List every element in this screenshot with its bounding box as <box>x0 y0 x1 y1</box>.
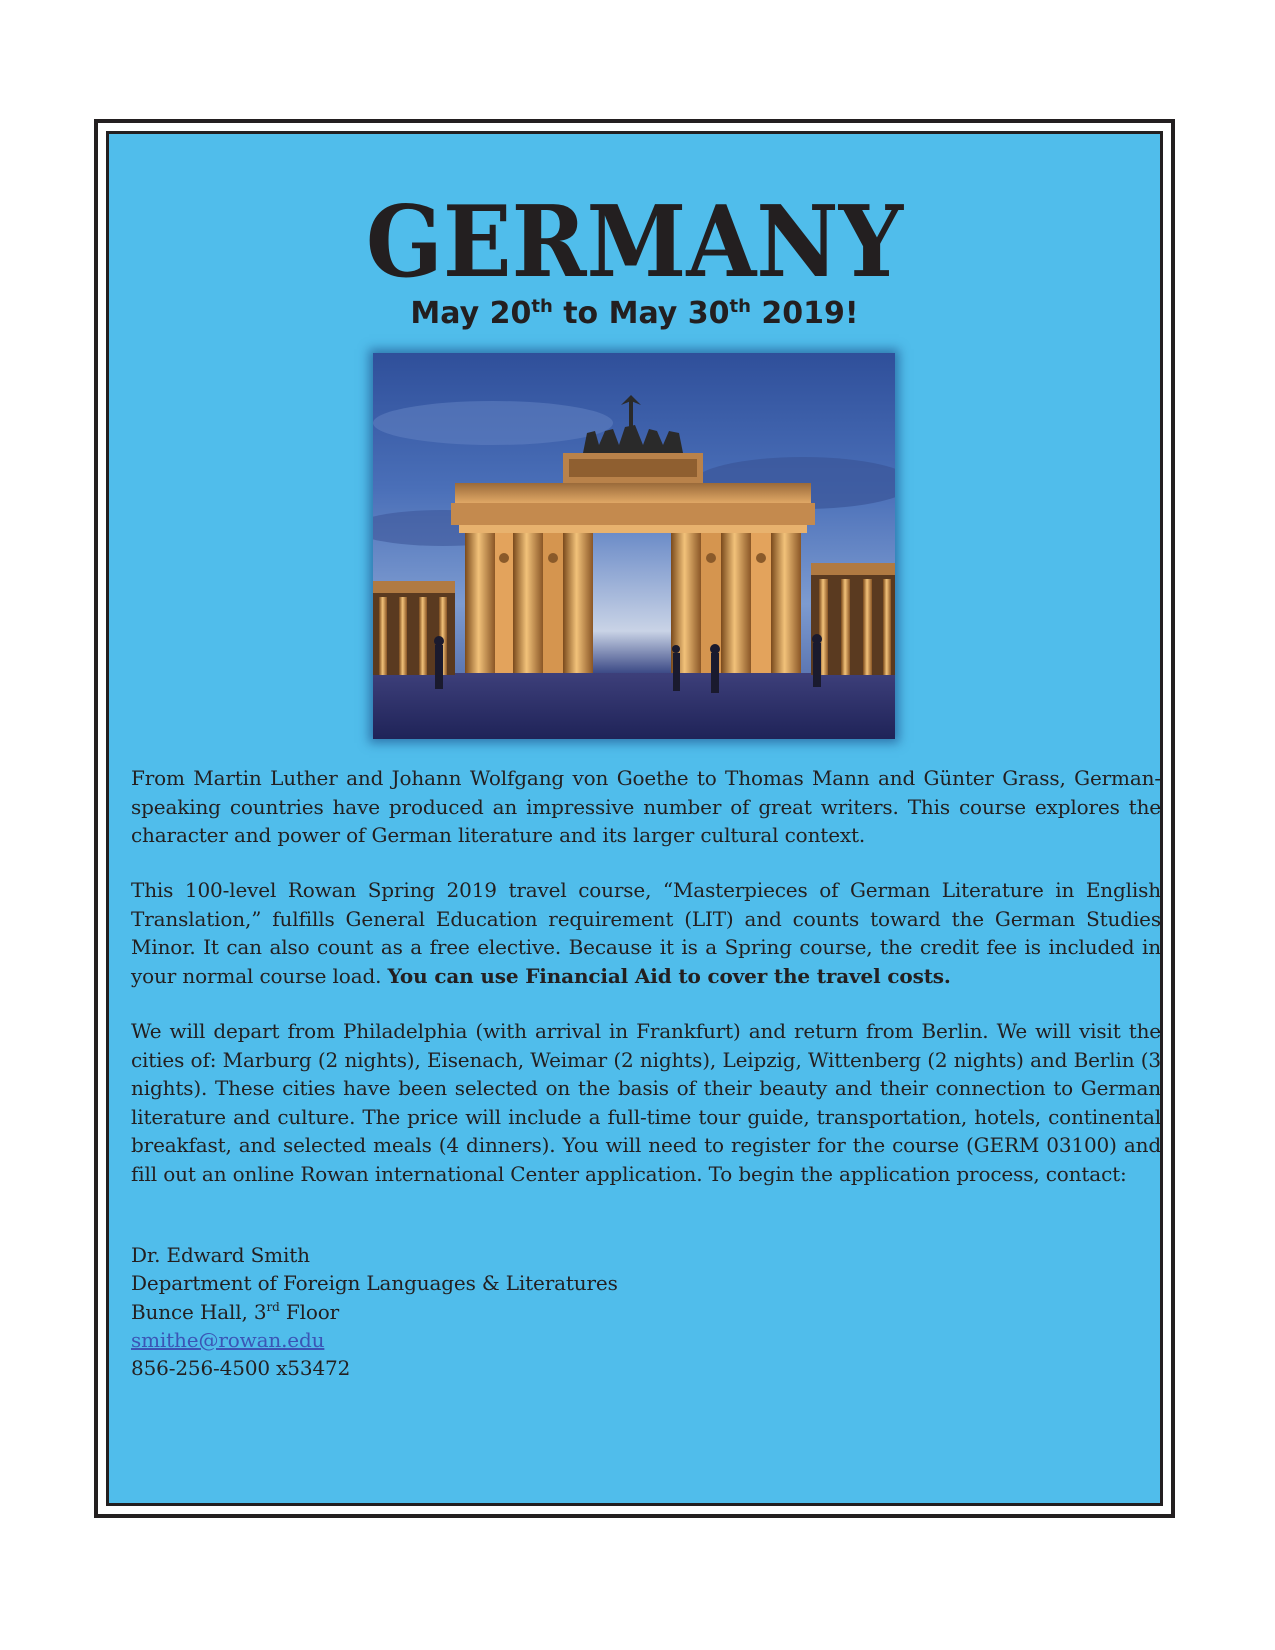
contact-department: Department of Foreign Languages & Literatures <box>131 1271 618 1296</box>
financial-aid-note: You can use Financial Aid to cover the travel costs. <box>387 963 951 988</box>
contact-address <box>131 1298 618 1326</box>
contact-block <box>131 1241 618 1382</box>
intro-paragraph: From Martin Luther and Johann Wolfgang von Goethe to Thomas Mann and Günter Grass, German-speaking countries have produced an impressive number of great writers. This course explores the character and power of German literature and its larger cultural context. <box>131 766 1161 847</box>
dates-start-suffix: th <box>531 296 553 317</box>
flyer-panel <box>106 131 1163 1506</box>
contact-email-link[interactable]: smithe@rowan.edu <box>131 1327 325 1352</box>
course-paragraph-text: This 100-level Rowan Spring 2019 travel course, “Masterpieces of German Literature in English Translation,” fulfills General Education requirement (LIT) and counts toward the German Studies Minor. It can also count as a free elective. Because it is a Spring course, the credit fee is included in your normal course load. <box>131 878 1161 988</box>
contact-building: Bunce Hall, 3 <box>131 1299 267 1324</box>
contact-phone: 856-256-4500 x53472 <box>131 1356 351 1381</box>
contact-name: Dr. Edward Smith <box>131 1243 310 1267</box>
dates-end-suffix: th <box>729 296 751 317</box>
flyer-title: GERMANY <box>365 185 904 300</box>
contact-floor-suffix: rd <box>266 1299 280 1314</box>
itinerary-paragraph: We will depart from Philadelphia (with arrival in Frankfurt) and return from Berlin. We will visit the cities of: Marburg (2 nights), Eisenach, Weimar (2 nights), Leipzig, Wittenberg (2 nights) and Berlin (3 nights). These cities have been selected on the basis of their beauty and their connection to German literature and culture. The price will include a full-time tour guide, transportation, hotels, continental breakfast, and selected meals (4 dinners). You will need to register for the course (GERM 03100) and fill out an online Rowan international Center application. To begin the application process, contact: <box>131 1019 1161 1186</box>
course-paragraph <box>131 876 1161 990</box>
brandenburg-gate-photo <box>373 353 895 739</box>
contact-floor: Floor <box>279 1299 340 1324</box>
flyer-outer-border <box>94 119 1175 1518</box>
trip-dates <box>109 296 1160 331</box>
dates-start: May 20 <box>410 296 532 331</box>
dates-year: 2019! <box>750 296 859 331</box>
dates-end: to May 30 <box>552 296 730 331</box>
